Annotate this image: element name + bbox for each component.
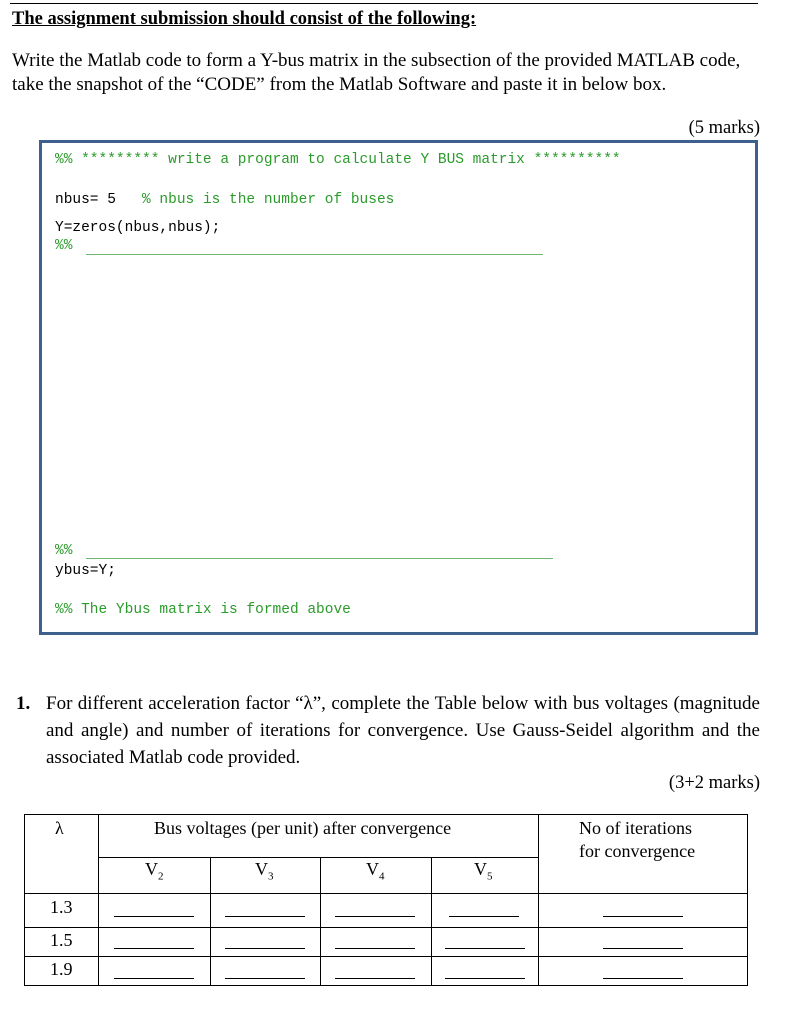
- answer-blank[interactable]: [225, 948, 305, 949]
- v-subscript: 3: [268, 870, 274, 883]
- assignment-heading: The assignment submission should consist of the following:: [12, 9, 477, 29]
- v-letter: V: [145, 859, 158, 879]
- v4-header: [366, 859, 385, 883]
- voltage-header: Bus voltages (per unit) after convergence: [154, 818, 452, 838]
- table-border-top: [24, 814, 748, 815]
- table-col-line: [210, 857, 211, 986]
- table-header-bottom: [24, 893, 748, 894]
- code-line-ybus: ybus=Y;: [55, 563, 116, 579]
- answer-blank[interactable]: [335, 916, 415, 917]
- table-border-left: [24, 814, 25, 986]
- iterations-header-line1: No of iterations: [579, 818, 692, 838]
- v2-header: [145, 859, 164, 883]
- v-letter: V: [366, 859, 379, 879]
- code-line-section-start: %%: [55, 238, 73, 254]
- code-nbus-assign: nbus= 5: [55, 192, 143, 208]
- intro-paragraph: Write the Matlab code to form a Y-bus matrix in the subsection of the provided MATLAB code, take the snapshot of the “CODE” from the Matlab Software and paste it in below box.: [12, 50, 741, 95]
- code-marks: (5 marks): [688, 118, 760, 138]
- table-border-bottom: [24, 985, 748, 986]
- answer-blank[interactable]: [114, 916, 194, 917]
- code-line-footer-comment: %% The Ybus matrix is formed above: [55, 602, 351, 618]
- question-marks: (3+2 marks): [668, 773, 760, 793]
- table-col-line: [538, 814, 539, 986]
- table-col-line: [320, 857, 321, 986]
- question-number: 1.: [16, 693, 31, 714]
- table-col-line: [98, 814, 99, 986]
- answer-blank[interactable]: [114, 978, 194, 979]
- answer-blank[interactable]: [225, 978, 305, 979]
- iterations-header-line2: for convergence: [579, 841, 696, 861]
- answer-blank[interactable]: [603, 978, 683, 979]
- answer-blank[interactable]: [225, 916, 305, 917]
- code-nbus-comment: % nbus is the number of buses: [142, 192, 395, 208]
- code-line-zeros: Y=zeros(nbus,nbus);: [55, 220, 221, 236]
- answer-blank[interactable]: [603, 916, 683, 917]
- v-letter: V: [255, 859, 268, 879]
- answer-blank[interactable]: [445, 948, 525, 949]
- answer-blank[interactable]: [335, 948, 415, 949]
- v-subscript: 5: [487, 870, 493, 883]
- table-border-right: [747, 814, 748, 986]
- v3-header: [255, 859, 274, 883]
- v5-header: [474, 859, 493, 883]
- answer-blank[interactable]: [335, 978, 415, 979]
- lambda-row-2: 1.5: [50, 930, 73, 950]
- table-col-line: [431, 857, 432, 986]
- answer-blank[interactable]: [449, 916, 519, 917]
- code-line-section-end: %%: [55, 543, 73, 559]
- answer-blank[interactable]: [603, 948, 683, 949]
- lambda-row-1: 1.3: [50, 897, 73, 917]
- table-row-line: [24, 956, 748, 957]
- answer-blank[interactable]: [445, 978, 525, 979]
- answer-blank[interactable]: [114, 948, 194, 949]
- v-letter: V: [474, 859, 487, 879]
- lambda-header: λ: [55, 818, 64, 838]
- code-line-header-comment: %% ********* write a program to calculate Y BUS matrix **********: [55, 152, 621, 168]
- v-subscript: 2: [158, 870, 164, 883]
- lambda-row-3: 1.9: [50, 959, 73, 979]
- question-text: For different acceleration factor “λ”, complete the Table below with bus voltages (magnitude and angle) and number of iterations for convergence. Use Gauss-Seidel algorithm and the associated Matlab code provided.: [46, 693, 760, 768]
- table-row-line: [24, 927, 748, 928]
- table-subheader-line: [98, 857, 538, 858]
- v-subscript: 4: [379, 870, 385, 883]
